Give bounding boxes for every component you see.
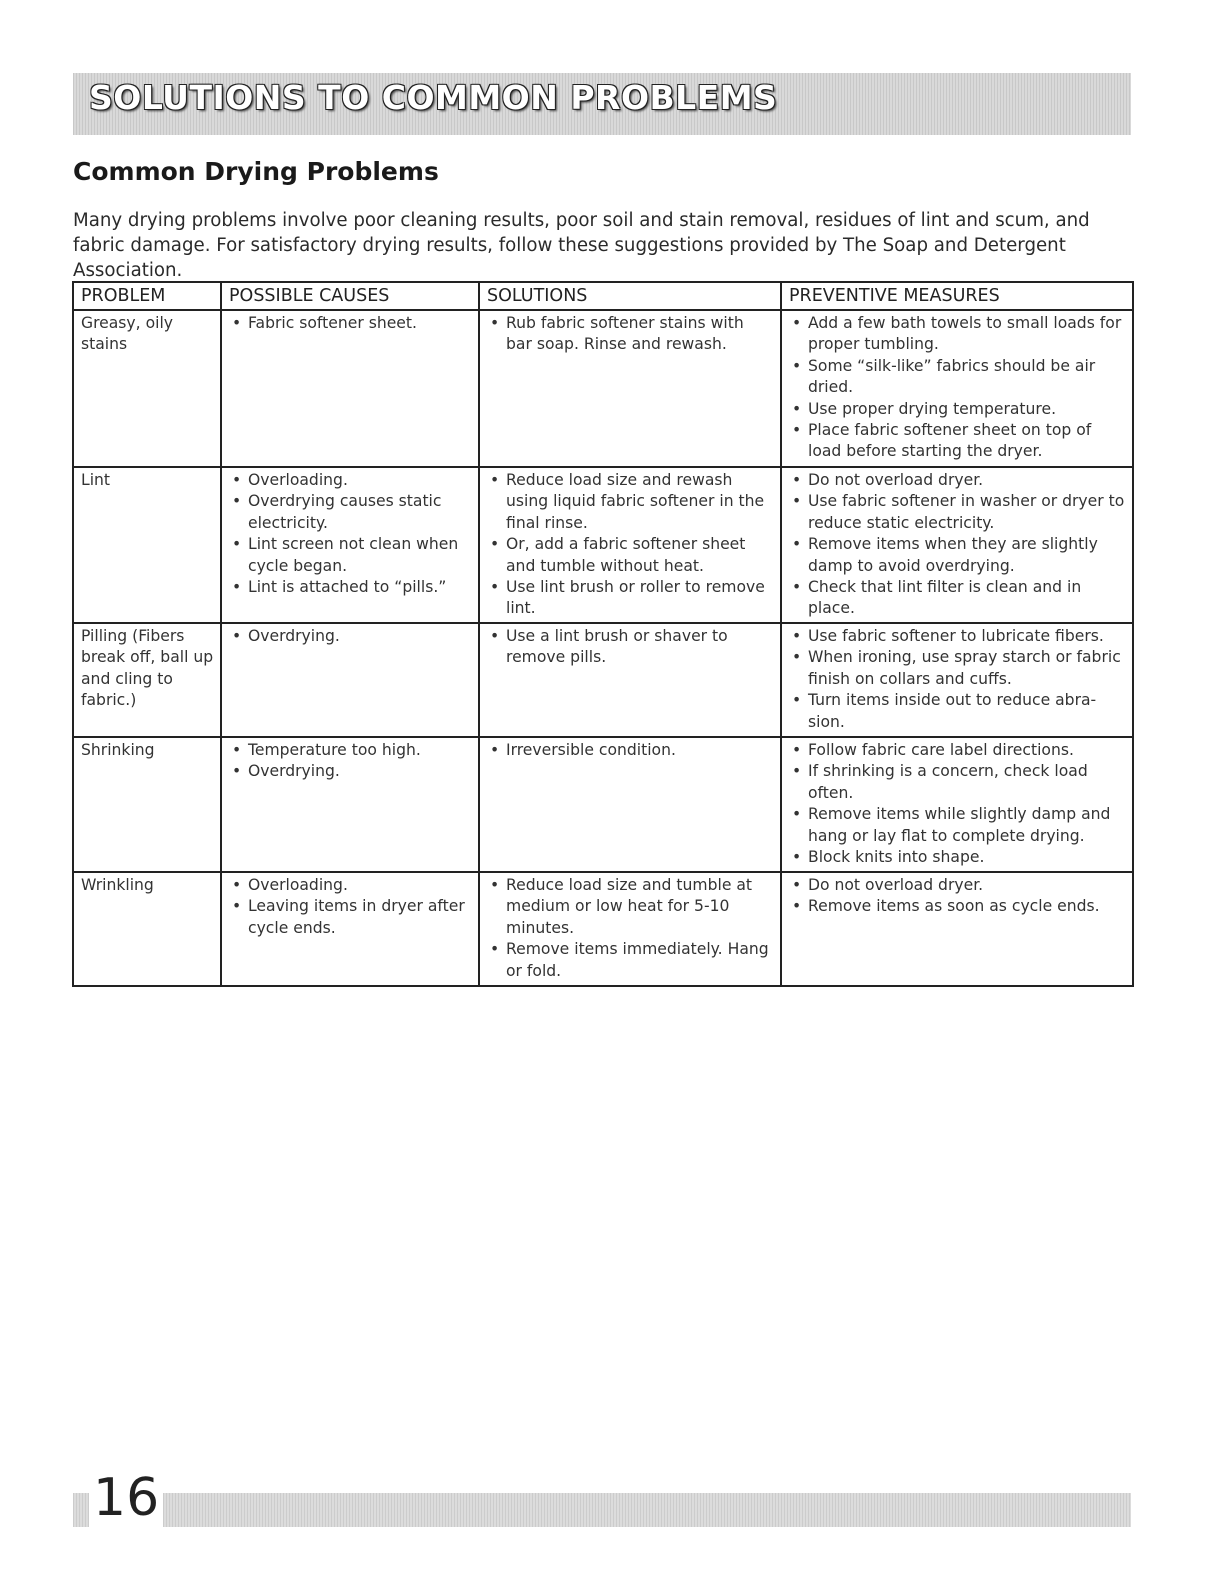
bullet-list	[487, 875, 774, 982]
bullet-list	[487, 470, 774, 620]
measure-item: • Add a few bath towels to small loads for proper tumbling.	[789, 313, 1126, 356]
table-row	[73, 467, 1133, 623]
cause-item: • Temperature too high.	[229, 740, 472, 761]
cause-item: • Lint screen not clean when cycle began.	[229, 534, 472, 577]
measure-item: • Some “silk-like” fabrics should be air dried.	[789, 356, 1126, 399]
table-header-row	[73, 282, 1133, 310]
cause-item: • Fabric softener sheet.	[229, 313, 472, 334]
cause-item: • Lint is attached to “pills.”	[229, 577, 472, 598]
problem-cell: Pilling (Fibers break off, ball up and cling to fabric.)	[73, 623, 221, 737]
measure-item: • Remove items as soon as cycle ends.	[789, 896, 1126, 917]
causes-cell	[221, 310, 479, 467]
measure-item: • Do not overload dryer.	[789, 470, 1126, 491]
drying-problems-table	[72, 281, 1134, 987]
cause-item: • Leaving items in dryer after cycle ends.	[229, 896, 472, 939]
measure-item: • If shrinking is a concern, check load often.	[789, 761, 1126, 804]
solution-item: • Or, add a fabric softener sheet and tumble without heat.	[487, 534, 774, 577]
measure-item: • Use fabric softener to lubricate fibers.	[789, 626, 1126, 647]
cause-item: • Overdrying.	[229, 761, 472, 782]
problem-cell: Wrinkling	[73, 872, 221, 986]
problem-cell: Lint	[73, 467, 221, 623]
solutions-cell	[479, 310, 781, 467]
measure-item: • Place fabric softener sheet on top of load before starting the dryer.	[789, 420, 1126, 463]
bullet-list	[229, 740, 472, 783]
bullet-list	[789, 875, 1126, 918]
bullet-list	[229, 470, 472, 598]
solutions-cell	[479, 872, 781, 986]
solution-item: • Rub fabric softener stains with bar soap. Rinse and rewash.	[487, 313, 774, 356]
bullet-list	[229, 626, 472, 647]
solution-item: • Remove items immediately. Hang or fold.	[487, 939, 774, 982]
causes-cell	[221, 872, 479, 986]
cause-item: • Overloading.	[229, 470, 472, 491]
solution-item: • Use a lint brush or shaver to remove pills.	[487, 626, 774, 669]
header-preventive-measures: PREVENTIVE MEASURES	[781, 282, 1133, 310]
bullet-list	[789, 470, 1126, 620]
measure-item: • Do not overload dryer.	[789, 875, 1126, 896]
measure-item: • When ironing, use spray starch or fabric finish on collars and cuffs.	[789, 647, 1126, 690]
solution-item: • Reduce load size and rewash using liquid fabric softener in the final rinse.	[487, 470, 774, 534]
solution-item: • Reduce load size and tumble at medium or low heat for 5-10 minutes.	[487, 875, 774, 939]
table-row	[73, 310, 1133, 467]
header-possible-causes: POSSIBLE CAUSES	[221, 282, 479, 310]
problem-cell: Shrinking	[73, 737, 221, 872]
solutions-cell	[479, 737, 781, 872]
solutions-cell	[479, 467, 781, 623]
bullet-list	[487, 313, 774, 356]
solution-item: • Irreversible condition.	[487, 740, 774, 761]
measures-cell	[781, 737, 1133, 872]
cause-item: • Overloading.	[229, 875, 472, 896]
measures-cell	[781, 310, 1133, 467]
table-row	[73, 737, 1133, 872]
header-problem: PROBLEM	[73, 282, 221, 310]
page-number: 16	[89, 1466, 163, 1530]
measure-item: • Follow fabric care label directions.	[789, 740, 1126, 761]
table-row	[73, 623, 1133, 737]
causes-cell	[221, 623, 479, 737]
measure-item: • Remove items when they are slightly damp to avoid overdrying.	[789, 534, 1126, 577]
bullet-list	[487, 626, 774, 669]
measures-cell	[781, 872, 1133, 986]
bullet-list	[487, 740, 774, 761]
measures-cell	[781, 623, 1133, 737]
solutions-cell	[479, 623, 781, 737]
measures-cell	[781, 467, 1133, 623]
solution-item: • Use lint brush or roller to remove lint.	[487, 577, 774, 620]
bullet-list	[789, 626, 1126, 733]
bullet-list	[229, 875, 472, 939]
causes-cell	[221, 467, 479, 623]
problem-cell: Greasy, oily stains	[73, 310, 221, 467]
bullet-list	[789, 740, 1126, 868]
bullet-list	[789, 313, 1126, 463]
section-title: Common Drying Problems	[73, 157, 439, 186]
measure-item: • Remove items while slightly damp and hang or lay flat to complete drying.	[789, 804, 1126, 847]
measure-item: • Check that lint filter is clean and in place.	[789, 577, 1126, 620]
intro-paragraph: Many drying problems involve poor cleaning results, poor soil and stain removal, residues of lint and scum, and fabric damage. For satisfactory drying results, follow these suggestions provided by The Soap and Detergent Association.	[73, 210, 1090, 281]
bullet-list	[229, 313, 472, 334]
measure-item: • Turn items inside out to reduce abra-sion.	[789, 690, 1126, 733]
banner-title: SOLUTIONS TO COMMON PROBLEMS	[89, 78, 778, 117]
cause-item: • Overdrying causes static electricity.	[229, 491, 472, 534]
measure-item: • Block knits into shape.	[789, 847, 1126, 868]
measure-item: • Use fabric softener in washer or dryer to reduce static electricity.	[789, 491, 1126, 534]
measure-item: • Use proper drying temperature.	[789, 399, 1126, 420]
header-solutions: SOLUTIONS	[479, 282, 781, 310]
table-row	[73, 872, 1133, 986]
cause-item: • Overdrying.	[229, 626, 472, 647]
section-banner	[73, 73, 1131, 135]
footer-bar	[73, 1493, 1131, 1527]
causes-cell	[221, 737, 479, 872]
